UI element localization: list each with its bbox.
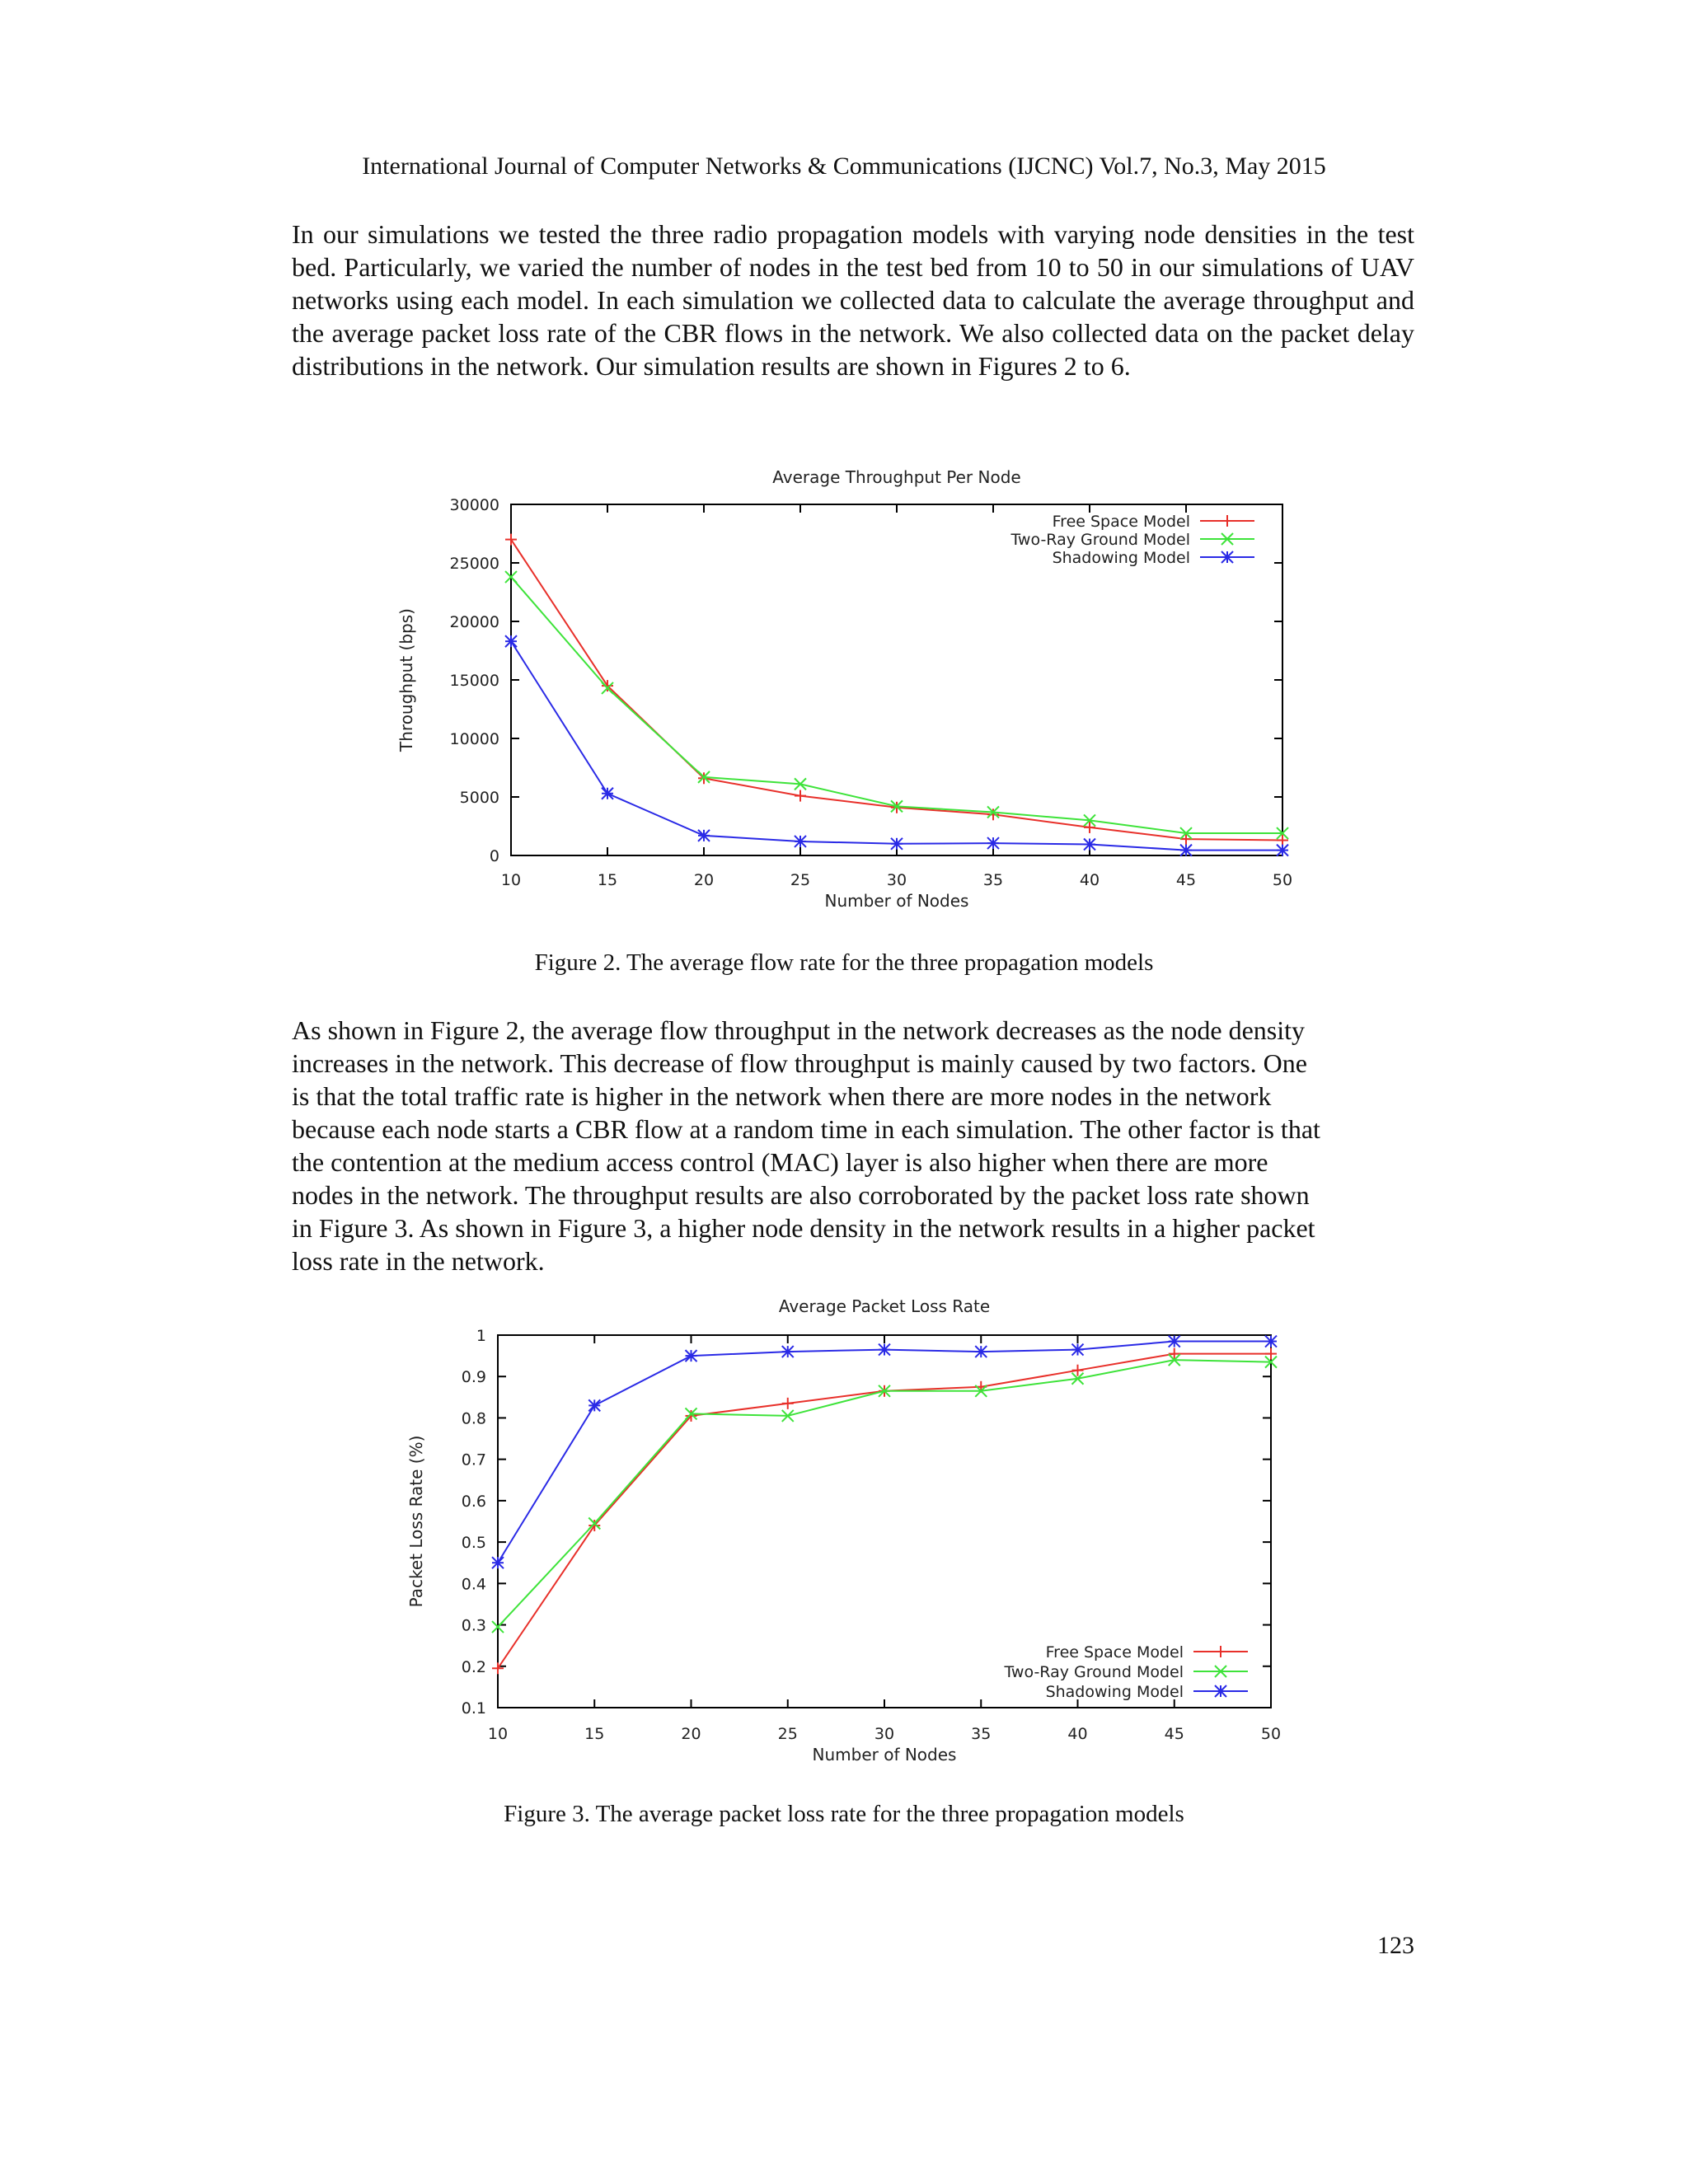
x-tick-label: 50	[1260, 1725, 1282, 1743]
journal-header: International Journal of Computer Networks & Communications (IJCNC) Vol.7, No.3, May 2015	[362, 152, 1326, 180]
legend-label-two-ray-ground-model: Two-Ray Ground Model	[1004, 1663, 1184, 1681]
y-tick-label: 0.8	[461, 1409, 486, 1428]
data-point-free-space-model	[1180, 833, 1192, 845]
paragraph-discussion	[292, 1014, 1414, 1277]
y-tick-label: 0.9	[461, 1368, 486, 1387]
x-tick-label: 50	[1272, 871, 1293, 889]
data-point-shadowing-model	[879, 1344, 890, 1356]
figure-2-caption: Figure 2. The average flow rate for the three propagation models	[534, 949, 1154, 976]
page-number: 123	[1377, 1932, 1414, 1959]
y-axis-label: Packet Loss Rate (%)	[406, 1435, 426, 1608]
data-point-free-space-model	[492, 1662, 504, 1674]
data-point-shadowing-model	[505, 635, 517, 647]
x-tick-label: 40	[1079, 871, 1100, 889]
x-tick-label: 25	[777, 1725, 798, 1743]
x-axis-label: Number of Nodes	[824, 891, 969, 911]
data-point-free-space-model	[987, 808, 999, 820]
x-tick-label: 10	[487, 1725, 509, 1743]
data-point-shadowing-model	[891, 838, 903, 850]
y-tick-label: 0.7	[461, 1451, 486, 1469]
legend-marker-free-space-model	[1215, 1646, 1226, 1657]
data-point-shadowing-model	[1169, 1336, 1180, 1347]
y-axis-label: Throughput (bps)	[396, 608, 416, 752]
legend-label-shadowing-model: Shadowing Model	[1052, 549, 1190, 567]
paragraph-line: increases in the network. This decrease of flow throughput is mainly caused by two factors. One	[292, 1048, 1307, 1078]
x-tick-label: 15	[584, 1725, 605, 1743]
y-tick-label: 0.4	[461, 1575, 486, 1594]
chart-title: Average Packet Loss Rate	[778, 1296, 991, 1316]
x-axis-label: Number of Nodes	[812, 1745, 957, 1765]
data-point-shadowing-model	[1072, 1344, 1084, 1356]
y-tick-label: 0.5	[461, 1534, 486, 1553]
data-point-shadowing-model	[686, 1350, 697, 1361]
legend-marker-free-space-model	[1221, 515, 1233, 527]
series-line-shadowing-model	[498, 1342, 1271, 1563]
legend-marker-shadowing-model	[1221, 551, 1233, 563]
legend-marker-shadowing-model	[1215, 1685, 1226, 1697]
paragraph-line: is that the total traffic rate is higher in the network when there are more nodes in the network	[292, 1081, 1272, 1111]
x-tick-label: 20	[681, 1725, 701, 1743]
x-tick-label: 25	[790, 871, 811, 889]
x-tick-label: 45	[1175, 871, 1197, 889]
y-tick-label: 0.6	[461, 1492, 486, 1511]
x-tick-label: 40	[1067, 1725, 1088, 1743]
data-point-free-space-model	[795, 790, 806, 802]
data-point-free-space-model	[891, 802, 903, 813]
x-tick-label: 30	[874, 1725, 895, 1743]
y-tick-label: 0	[489, 847, 499, 865]
paragraph-line: in Figure 3. As shown in Figure 3, a higher node density in the network results in a higher packet	[292, 1213, 1315, 1243]
data-point-free-space-model	[505, 534, 517, 546]
paragraph-line: because each node starts a CBR flow at a random time in each simulation. The other factor is that	[292, 1114, 1320, 1144]
data-point-shadowing-model	[602, 788, 613, 799]
paragraph-line: the contention at the medium access control (MAC) layer is also higher when there are more	[292, 1147, 1268, 1177]
data-point-shadowing-model	[588, 1399, 600, 1411]
x-tick-label: 45	[1164, 1725, 1184, 1743]
y-tick-label: 25000	[449, 555, 499, 573]
y-tick-label: 0.1	[461, 1699, 486, 1718]
series-line-two-ray-ground-model	[511, 577, 1282, 833]
figure-2-throughput-chart	[0, 462, 1688, 923]
y-tick-label: 15000	[449, 672, 499, 690]
x-tick-label: 20	[693, 871, 715, 889]
x-tick-label: 15	[597, 871, 618, 889]
x-tick-label: 30	[886, 871, 907, 889]
y-tick-label: 30000	[449, 496, 499, 514]
legend-label-two-ray-ground-model: Two-Ray Ground Model	[1010, 531, 1190, 549]
data-point-shadowing-model	[782, 1346, 794, 1357]
legend-label-shadowing-model: Shadowing Model	[1045, 1683, 1184, 1701]
legend-label-free-space-model: Free Space Model	[1052, 513, 1190, 531]
series-line-shadowing-model	[511, 641, 1282, 850]
x-tick-label: 35	[971, 1725, 992, 1743]
y-tick-label: 0.2	[461, 1657, 486, 1676]
paragraph-intro: In our simulations we tested the three radio propagation models with varying node densities in the test bed. Particularly, we varied the number of nodes in the test bed from 10 to 50 in our simulations of UAV networks using each model. In each simulation we collected data to calculate the average throughput and the average packet loss rate of the CBR flows in the network. We also collected data on the packet delay distributions in the network. Our simulation results are shown in Figures 2 to 6.	[292, 219, 1414, 381]
paragraph-line: As shown in Figure 2, the average flow throughput in the network decreases as the node density	[292, 1015, 1306, 1045]
data-point-shadowing-model	[1277, 845, 1288, 856]
data-point-shadowing-model	[1180, 845, 1192, 856]
data-point-shadowing-model	[1265, 1336, 1277, 1347]
data-point-shadowing-model	[1084, 839, 1095, 851]
figure-3-packet-loss-chart	[0, 1286, 1688, 1772]
data-point-shadowing-model	[492, 1557, 504, 1568]
data-point-free-space-model	[1169, 1348, 1180, 1360]
y-tick-label: 5000	[459, 789, 499, 807]
paragraph-line: loss rate in the network.	[292, 1246, 545, 1276]
y-tick-label: 1	[476, 1327, 486, 1345]
data-point-shadowing-model	[795, 836, 806, 847]
data-point-shadowing-model	[987, 837, 999, 849]
series-line-two-ray-ground-model	[498, 1360, 1271, 1627]
legend-label-free-space-model: Free Space Model	[1045, 1643, 1184, 1661]
series-line-free-space-model	[498, 1354, 1271, 1669]
chart-title: Average Throughput Per Node	[772, 467, 1021, 487]
paragraph-line: nodes in the network. The throughput results are also corroborated by the packet loss rate shown	[292, 1180, 1310, 1210]
y-tick-label: 10000	[449, 730, 499, 748]
figure-3-caption: Figure 3. The average packet loss rate for the three propagation models	[504, 1801, 1184, 1827]
data-point-free-space-model	[782, 1398, 794, 1409]
y-tick-label: 0.3	[461, 1616, 486, 1635]
x-tick-label: 10	[500, 871, 522, 889]
x-tick-label: 35	[982, 871, 1004, 889]
y-tick-label: 20000	[449, 613, 499, 631]
series-line-free-space-model	[511, 540, 1282, 841]
data-point-shadowing-model	[698, 830, 710, 841]
data-point-shadowing-model	[975, 1346, 987, 1357]
